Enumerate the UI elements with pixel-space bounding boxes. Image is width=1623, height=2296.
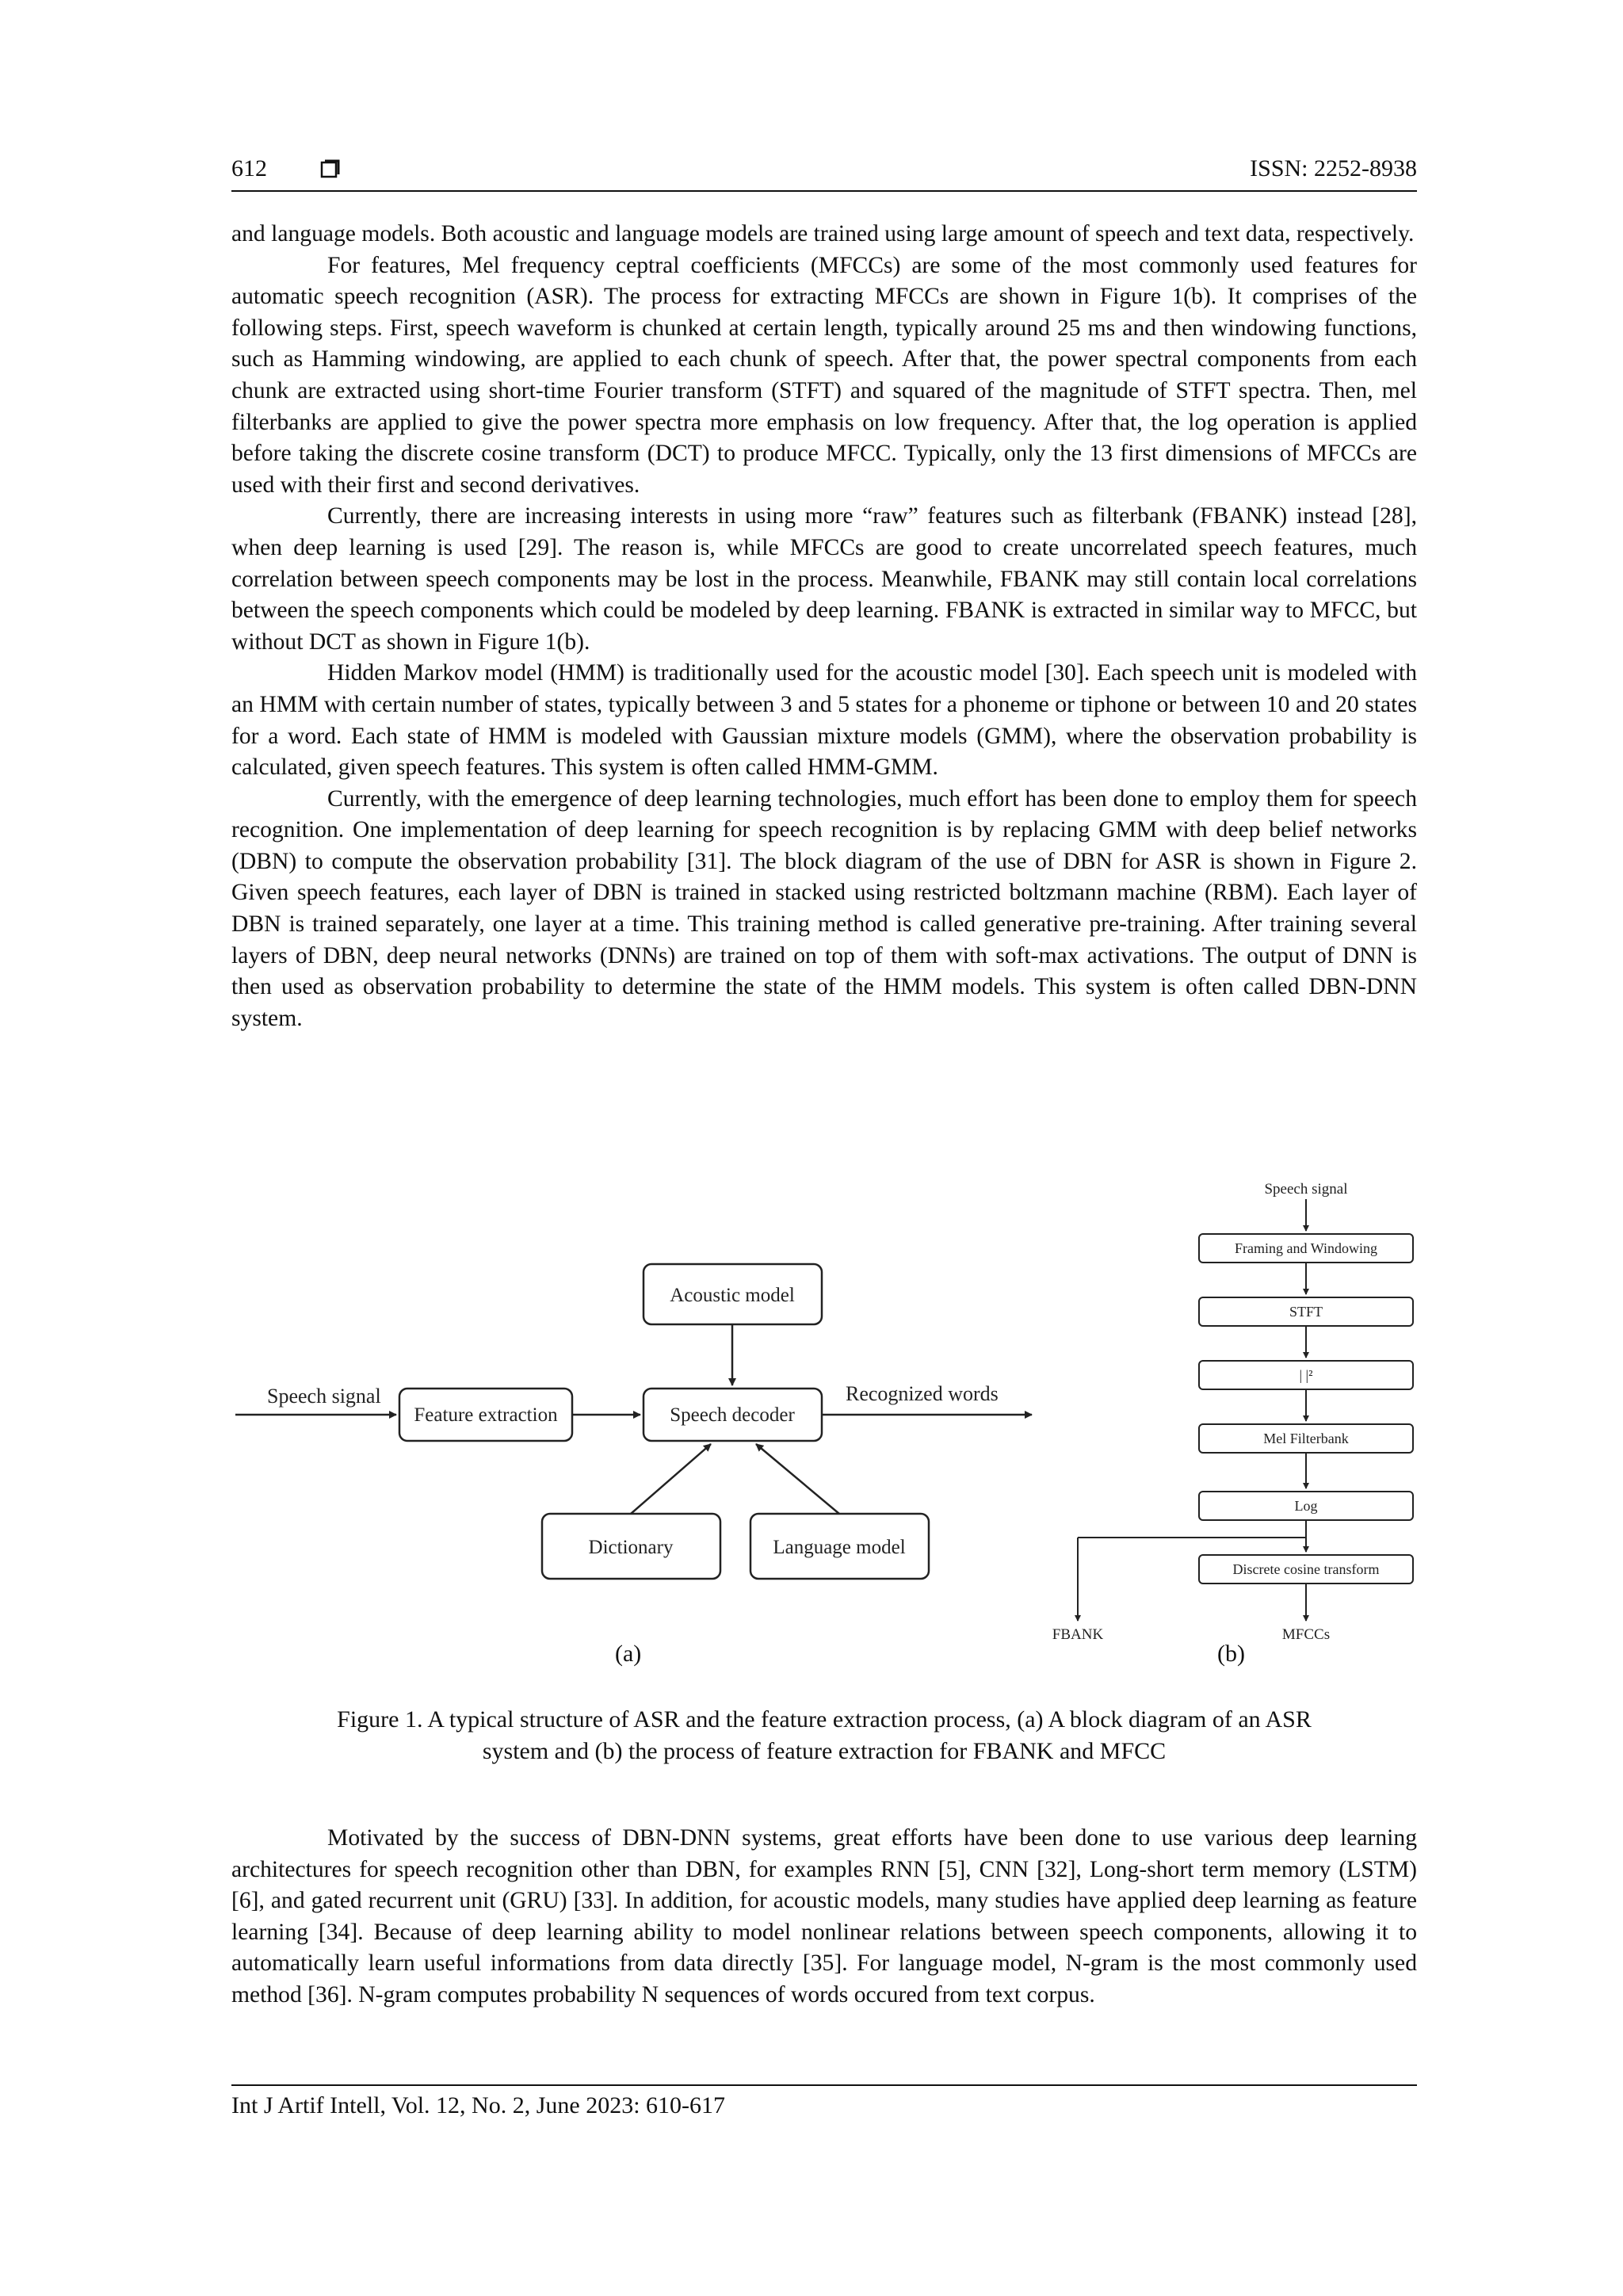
footer-citation: Int J Artif Intell, Vol. 12, No. 2, June 2023: 610-617 — [231, 2092, 726, 2118]
top-body-text — [231, 219, 1417, 1034]
paragraph: and language models. Both acoustic and language models are trained using large amount of speech and text data, respectively. — [231, 221, 1415, 246]
paragraph: Currently, there are increasing interests in using more “raw” features such as filterbank (FBANK) instead [28], when deep learning is used [29]. The reason is, while MFCCs are good to create uncorrelated speech features, much correlation between speech components may be lost in the process. Meanwhile, FBANK may still contain local correlations between the speech components which could be modeled by deep learning. FBANK is extracted in similar way to MFCC, but without DCT as shown in Figure 1(b). — [231, 503, 1417, 655]
figure-a-asr-diagram — [231, 1232, 1056, 1605]
magnitude-squared-label: | |² — [1299, 1367, 1313, 1383]
caption-line: Figure 1. A typical structure of ASR and the feature extraction process, (a) A block diagram of an ASR — [337, 1706, 1312, 1733]
acoustic-model-label: Acoustic model — [670, 1285, 795, 1306]
paragraph: Motivated by the success of DBN-DNN systems, great efforts have been done to use various deep learning architectures for speech recognition other than DBN, for examples RNN [5], CNN [32], Long-short term memory (LSTM) [6], and gated recurrent unit (GRU) [33]. In addition, for acoustic models, many studies have applied deep learning as feature learning [34]. Because of deep learning ability to model nonlinear relations between speech components, allowing it to automatically learn useful informations from data directly [35]. For language model, N-gram is the most commonly used method [36]. N-gram computes probability N sequences of words occured from text corpus. — [231, 1825, 1417, 2008]
feature-extraction-label: Feature extraction — [414, 1404, 558, 1426]
speech-signal-label: Speech signal — [267, 1385, 381, 1408]
figure-a-sublabel: (a) — [615, 1641, 642, 1667]
dictionary-to-decoder-arrow — [631, 1444, 711, 1514]
mel-filterbank-label: Mel Filterbank — [1263, 1431, 1349, 1446]
log-label: Log — [1294, 1498, 1318, 1514]
caption-line: system and (b) the process of feature extraction for FBANK and MFCC — [482, 1738, 1167, 1764]
paragraph: For features, Mel frequency ceptral coefficients (MFCCs) are some of the most commonly used features for automatic speech recognition (ASR). The process for extracting MFCCs are shown in Figure 1(b). It comprises of the following steps. First, speech waveform is chunked at certain length, typically around 25 ms and then windowing functions, such as Hamming windowing, are applied to each chunk of speech. After that, the power spectral components from each chunk are extracted using short-time Fourier transform (STFT) and squared of the magnitude of STFT spectra. Then, mel filterbanks are applied to give the power spectra more emphasis on low frequency. After that, the log operation is applied before taking the discrete cosine transform (DCT) to produce MFCC. Typically, only the 13 first dimensions of MFCCs are used with their first and second derivatives. — [231, 252, 1417, 498]
paragraph: Currently, with the emergence of deep learning technologies, much effort has been done to employ them for speech recognition. One implementation of deep learning for speech recognition is by replacing GMM with deep belief networks (DBN) to compute the observation probability [31]. The block diagram of the use of DBN for ASR is shown in Figure 2. Given speech features, each layer of DBN is trained in stacked using restricted boltzmann machine (RBM). Each layer of DBN is trained separately, one layer at a time. This training method is called generative pre-training. After training several layers of DBN, deep neural networks (DNNs) are trained on top of them with soft-max activations. The output of DNN is then used as observation probability to determine the state of the HMM models. This system is often called DBN-DNN system. — [231, 785, 1417, 1031]
speech-decoder-label: Speech decoder — [670, 1404, 795, 1426]
square-bullet-icon — [320, 159, 341, 179]
speech-signal-input-label: Speech signal — [1264, 1181, 1348, 1198]
figure-b-feature-flow — [1046, 1173, 1442, 1668]
dct-label: Discrete cosine transform — [1232, 1561, 1380, 1577]
dictionary-label: Dictionary — [588, 1537, 674, 1558]
issn-label: ISSN: 2252-8938 — [1250, 155, 1417, 181]
figure-b-sublabel: (b) — [1217, 1641, 1245, 1667]
recognized-words-label: Recognized words — [846, 1382, 999, 1405]
mfcc-label: MFCCs — [1281, 1626, 1331, 1643]
stft-label: STFT — [1289, 1304, 1323, 1320]
language-model-label: Language model — [773, 1537, 906, 1558]
framing-windowing-label: Framing and Windowing — [1235, 1240, 1377, 1256]
language-model-to-decoder-arrow — [756, 1444, 839, 1514]
paragraph: Hidden Markov model (HMM) is traditionally used for the acoustic model [30]. Each speech unit is modeled with an HMM with certain number of states, typically between 3 and 5 states for a phoneme or tiphone or between 10 and 20 states for a word. Each state of HMM is modeled with Gaussian mixture models (GMM), where the observation probability is calculated, given speech features. This system is often called HMM-GMM. — [231, 660, 1417, 781]
figure-caption — [231, 1704, 1417, 1767]
fbank-label: FBANK — [1052, 1626, 1104, 1643]
page-header — [231, 155, 1417, 192]
footer-rule — [231, 2084, 1417, 2086]
page-number: 612 — [231, 155, 267, 181]
header-rule — [231, 190, 1417, 192]
bottom-body-text — [231, 1823, 1417, 2011]
